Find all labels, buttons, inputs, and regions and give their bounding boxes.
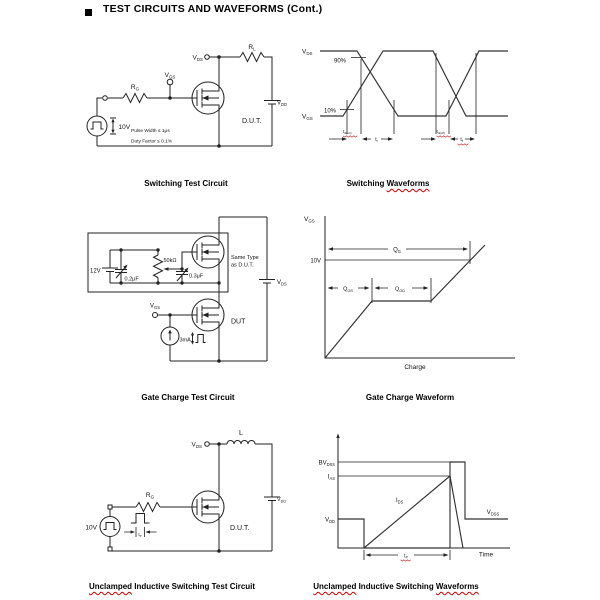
caption-text: Inductive Switching: [356, 582, 436, 591]
battery-vds: [259, 280, 275, 284]
wires: [110, 441, 280, 552]
reference-lines: [338, 462, 450, 476]
panel-uis-waveforms: [319, 434, 510, 562]
vgs-terminal: [167, 79, 173, 85]
inductor-label: L: [239, 430, 243, 437]
dut-label: D.U.T.: [230, 525, 250, 532]
caption-switching-waveforms: [298, 179, 478, 188]
ground-terminal: [108, 547, 112, 551]
mosfet-symbol: [192, 82, 224, 114]
caption-uis-test-circuit: [64, 582, 280, 591]
mosfet-symbol: [192, 491, 224, 523]
ias-label: $I_{AS}$: [327, 474, 335, 481]
current-label: 3mA: [179, 337, 191, 344]
vds-label: $V_{DS}$: [302, 48, 313, 57]
caption-text: Inductive Switching Test Circuit: [132, 582, 256, 591]
vdd-label: $V_{DD}$: [277, 497, 287, 504]
qgs-label: $Q_{GS}$: [343, 286, 353, 293]
vds-waveform: [338, 462, 508, 548]
rg-label: $R_G$: [145, 492, 155, 500]
dut-label: D.U.T.: [242, 118, 262, 125]
same-type-label-2: as D.U.T.: [231, 262, 254, 269]
rl-label: $R_L$: [248, 44, 256, 52]
td-on-label: $t_{d(on)}$: [343, 129, 352, 136]
panel-gate-charge-test-circuit: [88, 217, 287, 363]
input-terminal: [103, 96, 108, 101]
spellcheck-squiggle: [401, 560, 411, 561]
vds-label: $V_{DS}$: [192, 54, 203, 63]
tp-label: $t_P$: [138, 532, 142, 539]
panel-uis-test-circuit: [85, 430, 286, 553]
time-axis-label: Time: [478, 551, 494, 559]
tp-label: $t_P$: [404, 553, 408, 560]
pulse-generator: [100, 517, 120, 537]
pulse-voltage-label: 10V: [85, 524, 97, 532]
measure-ticks: [340, 53, 476, 134]
bvdss-label: $BV_{DSS}$: [318, 460, 335, 467]
rg-label: $R_G$: [130, 84, 140, 92]
vdd-label: $V_{DD}$: [325, 517, 335, 524]
tr-label: $t_r$: [375, 137, 378, 144]
caption-text-wavy: Waveforms: [386, 179, 430, 188]
wires: [97, 53, 280, 147]
caption-gate-charge-test-circuit: [80, 393, 296, 402]
mosfet-symbol: [192, 299, 224, 331]
vgs-terminal: [153, 313, 158, 318]
same-type-label-1: Same Type: [231, 255, 259, 261]
vds-label: $V_{DS}$: [191, 441, 202, 450]
cap2-label: 0.3μF: [189, 273, 204, 280]
inductor: [227, 441, 255, 445]
spellcheck-squiggle: [343, 136, 357, 137]
charge-arrows: [333, 249, 464, 288]
vgs-waveform: [320, 51, 508, 116]
pot-label: 50kΩ: [163, 258, 177, 264]
spellcheck-squiggle: [437, 136, 451, 137]
resistor-rg: [123, 94, 147, 103]
pulse-glyph: [131, 514, 150, 524]
ninety-percent-label: 90%: [334, 58, 347, 65]
gate-charge-curve: [325, 245, 485, 358]
td-off-label: $t_{d(off)}$: [436, 129, 445, 136]
caption-uis-waveforms: [306, 582, 486, 591]
caption-text-wavy: Unclamped: [88, 582, 133, 591]
pulse-glyph: [193, 335, 206, 343]
vds-terminal: [205, 55, 210, 60]
panel-switching-test-circuit: [87, 44, 287, 148]
pulse-width-note: Pulse Width ≤ 1μs: [131, 129, 170, 134]
caption-text: Gate Charge Test Circuit: [141, 393, 235, 402]
caption-text: Switching: [346, 179, 387, 188]
supply-label: 12V: [90, 268, 101, 275]
caption-switching-test-circuit: [78, 179, 294, 188]
caption-gate-charge-waveform: [320, 393, 500, 402]
resistor-rg: [136, 503, 160, 512]
ids-waveform: [364, 476, 463, 548]
vgs-label: $V_{GS}$: [150, 303, 160, 310]
qgd-label: $Q_{GD}$: [395, 286, 405, 293]
vgs-axis-label: $V_{GS}$: [304, 216, 315, 224]
panel-gate-charge-waveform: [304, 216, 515, 371]
spellcheck-squiggle: [458, 144, 469, 145]
vgs-label: $V_{GS}$: [302, 113, 313, 122]
pulse-generator: [87, 116, 107, 136]
vds-terminal: [205, 442, 210, 447]
section-title: TEST CIRCUITS AND WAVEFORMS (Cont.): [103, 3, 323, 15]
panel-switching-waveforms: [302, 49, 508, 146]
ten-volt-label: 10V: [310, 258, 321, 265]
resistor-rl: [240, 53, 264, 62]
vgs-label: $V_{GS}$: [164, 72, 176, 80]
axes: [325, 216, 515, 358]
mosfet-symbol: [192, 236, 224, 268]
charge-axis-label: Charge: [404, 364, 426, 371]
caption-text-wavy: Waveforms: [435, 582, 479, 591]
dut-label: DUT: [231, 318, 246, 326]
cap1-label: 0.2μF: [124, 276, 139, 283]
qg-label: $Q_G$: [393, 247, 401, 254]
vdd-label: $V_{DD}$: [277, 100, 287, 107]
tf-label: $t_f$: [460, 137, 463, 144]
caption-text-wavy: Unclamped: [313, 582, 357, 591]
duty-factor-note: Duty Factor ≤ 0.1%: [131, 139, 173, 145]
caption-text: Switching Test Circuit: [144, 179, 228, 188]
vds-waveform: [320, 51, 508, 116]
caption-text: Gate Charge Waveform: [365, 393, 455, 402]
pulse-voltage-label: 10V: [118, 124, 131, 131]
input-terminal: [108, 505, 112, 509]
vds-label: $V_{DS}$: [277, 280, 287, 287]
vdss-label: $V_{DSS}$: [486, 510, 500, 517]
ten-percent-label: 10%: [324, 108, 337, 115]
ids-label: $I_{DS}$: [396, 498, 404, 505]
potentiometer-50k: [154, 250, 163, 283]
